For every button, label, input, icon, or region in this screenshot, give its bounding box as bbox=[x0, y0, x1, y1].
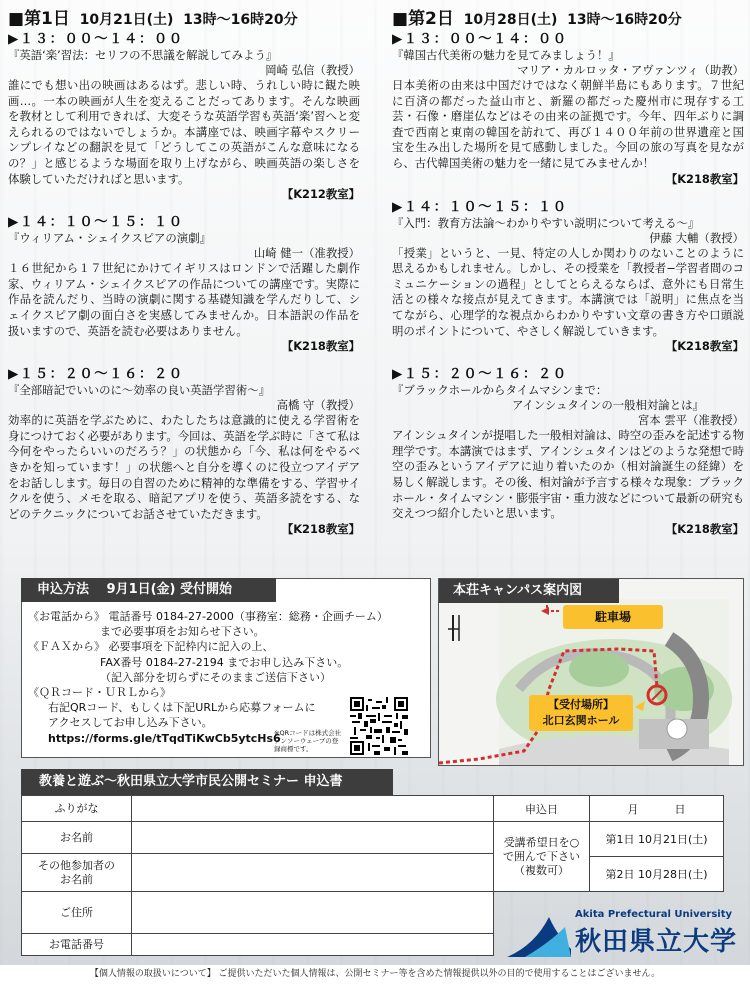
university-name-en: Akita Prefectural University bbox=[575, 909, 732, 920]
phone-text: 電話番号 0184-27-2000（事務室：総務・企画チーム） bbox=[108, 610, 388, 623]
lecture-time: ▶１５：２０〜１６：２０ bbox=[392, 367, 568, 383]
campus-map-title: 本荘キャンパス案内図 bbox=[439, 579, 619, 603]
lecture-speaker: マリア・カルロッタ・アヴァンツィ（助教） bbox=[517, 63, 744, 77]
lecture-room: 【K218教室】 bbox=[281, 522, 360, 537]
name-field[interactable] bbox=[132, 822, 494, 854]
parking-label: 駐車場 bbox=[563, 605, 663, 629]
fax-text-2: FAX番号 0184-27-2194 までお申し込み下さい。 bbox=[100, 655, 349, 669]
application-date-label: 申込日 bbox=[494, 796, 590, 822]
lecture-time: ▶１５：２０〜１６：２０ bbox=[8, 367, 184, 383]
lecture-room: 【K218教室】 bbox=[665, 171, 744, 186]
other-label-line1: その他参加者の bbox=[38, 858, 115, 872]
qr-trademark-note: ※QRコードは株式会社デンソーウェーブの登録商標です。 bbox=[274, 729, 342, 753]
lecture-title: 『ウィリアム・シェイクスピアの演劇』 bbox=[8, 231, 211, 246]
lecture-speaker: 岡崎 弘信（教授） bbox=[265, 63, 360, 77]
lecture-room: 【K218教室】 bbox=[665, 339, 744, 354]
lecture-1-2 bbox=[8, 215, 360, 354]
day2-number: 第2日 bbox=[408, 9, 454, 29]
lecture-speaker: 宮本 雲平（准教授） bbox=[637, 413, 744, 428]
lecture-speaker: 山崎 健一（准教授） bbox=[253, 246, 360, 261]
reception-label bbox=[529, 695, 633, 731]
lecture-time: ▶１４：１０〜１５：１０ bbox=[8, 215, 184, 231]
other-participants-field[interactable] bbox=[132, 854, 494, 892]
reception-label-line2: 北口玄関ホール bbox=[542, 714, 620, 727]
university-name-ja: 秋田県立大学 bbox=[575, 927, 738, 957]
lecture-time: ▶１３：００〜１４：００ bbox=[392, 32, 568, 47]
choose-line1: 受講希望日を○ bbox=[503, 835, 580, 849]
day1-column bbox=[8, 8, 360, 537]
day2-mark: ■ bbox=[392, 9, 409, 29]
campus-map-box bbox=[438, 578, 744, 766]
lecture-body: 効率的に英語を学ぶために、わたしたちは意識的に使える学習術を身につけておく必要があります。今回は、英語を学ぶ時に「さて私は今何をやったらいいのだろう？」の状態から「今、私は何をやるべきかを知っています！」の状態へと自分を導くのに役立つアイデアをお話しします。毎日の自習のために精神的な準備をする、学習サイクルを使う、メモを取る、暗記アプリを使う、英語多読をする、などのテクニックについてお話させていただきます。 bbox=[8, 413, 360, 521]
form-url-link[interactable]: https://forms.gle/tTqdTiKwCb5ytcHs6 bbox=[48, 731, 281, 745]
day1-date: 10月21日(土) bbox=[79, 12, 174, 28]
reception-label-line1: 【受付場所】 bbox=[548, 698, 614, 711]
furigana-label: ふりがな bbox=[22, 796, 132, 822]
name-label: お名前 bbox=[22, 822, 132, 854]
application-method-box bbox=[21, 578, 431, 758]
other-participants-label bbox=[22, 854, 132, 892]
lecture-body: アインシュタインが提唱した一般相対論は、時空の歪みを記述する物理学です。本講演ではまず、アインシュタインはどのような発想で時空の歪みというアイデアに辿り着いたのか（相対論誕生の経緯）を易しく解説します。その後、相対論が予言する様々な現象：ブラックホール・タイムマシン・膨張宇宙・重力波などについて最新の研究も交えつつ紹介したいと思います。 bbox=[392, 428, 744, 521]
lecture-title: 『韓国古代美術の魅力を見てみましょう！』 bbox=[392, 48, 620, 62]
phone-number-label: お電話番号 bbox=[22, 934, 132, 956]
lecture-room: 【K212教室】 bbox=[281, 187, 360, 202]
day1-option[interactable]: 第1日 10月21日(土) bbox=[590, 822, 724, 857]
other-label-line2: お名前 bbox=[60, 872, 93, 886]
qr-text-2: アクセスしてお申し込み下さい。 bbox=[48, 716, 213, 730]
lecture-title: 『ブラックホールからタイムマシンまで： bbox=[392, 383, 608, 398]
lecture-2-3 bbox=[392, 367, 744, 537]
qr-label: 《ＱＲコード・ＵＲＬから》 bbox=[28, 686, 171, 700]
day2-time: 13時〜16時20分 bbox=[567, 12, 682, 28]
phone-text-2: まで必要事項をお知らせ下さい。 bbox=[100, 625, 265, 639]
day2-column bbox=[392, 8, 744, 537]
qr-code-image[interactable] bbox=[350, 697, 408, 755]
phone-label: 《お電話から》 bbox=[28, 610, 105, 623]
lecture-1-3 bbox=[8, 367, 360, 537]
address-label: ご住所 bbox=[22, 892, 132, 934]
fax-text-3: （記入部分を切らずにそのままご送信下さい） bbox=[100, 670, 331, 684]
day1-time: 13時〜16時20分 bbox=[183, 12, 298, 28]
day-label: 日 bbox=[674, 802, 686, 816]
university-emblem-icon bbox=[505, 905, 575, 959]
application-form-table bbox=[21, 795, 494, 956]
application-date-field[interactable] bbox=[590, 796, 724, 822]
lecture-2-1 bbox=[392, 32, 744, 187]
lecture-2-2 bbox=[392, 200, 744, 355]
lecture-body: 日本美術の由来は中国だけではなく朝鮮半島にもあります。７世紀に百済の都だった益山市と、新羅の都だった慶州市に現存する工芸・石像・磨崖仏などはその由来の証拠です。今年、四年ぶりに調査で西南と東南の韓国を訪れて、再び１４００年前の世界遺産と国宝を生み出した場所を見て感動しました。今回の旅の写真を見ながら、古代韓国美術の魅力を一緒に見てみませんか！ bbox=[392, 78, 744, 170]
day2-header bbox=[392, 8, 744, 31]
choose-dates-instruction bbox=[494, 822, 590, 892]
privacy-notice: 【個人情報の取扱いについて】 ご提供いただいた個人情報は、公開セミナー等を含めた情報提供以外の目的で使用することはございません。 bbox=[0, 965, 750, 984]
application-form-title: 教養と遊ぶ〜秋田県立大学市民公開セミナー 申込書 bbox=[21, 769, 393, 795]
lecture-time: ▶１４：１０〜１５：１０ bbox=[392, 199, 568, 215]
furigana-field[interactable] bbox=[132, 796, 494, 822]
lecture-body: 誰にでも想い出の映画はあるはず。悲しい時、うれしい時に観た映画…。一本の映画が人生を変えることだってあります。そんな映画を教材として利用できれば、大変そうな英語学習も英語‘楽’習へと変えられるのではないでしょうか。本講座では、映画字幕やスクリーンプレイなどの翻訳を見て「どうしてこの英語がこんな意味になるの？」と感じるような場面を取り上げながら、映画英語の楽しさを体験していただければと思います。 bbox=[8, 78, 360, 186]
qr-text: 右記QRコード、もしくは下記URLから応募フォームに bbox=[48, 701, 316, 715]
day1-mark: ■ bbox=[8, 9, 25, 29]
day1-number: 第1日 bbox=[24, 9, 70, 29]
lecture-body: 「授業」というと、一見、特定の人しか関わりのないことのように思えるかもしれません。しかし、その授業を「教授者−学習者間のコミュニケーションの過程」としてとらえるならば、意外にも日常生活との様々な接点が見えてきます。本講演では「説明」に焦点を当てながら、心理学的な視点からわかりやすい文章の書き方や口頭説明のポイントについて、やさしく解説していきます。 bbox=[392, 245, 744, 338]
day2-date: 10月28日(土) bbox=[463, 12, 558, 28]
fax-text: 必要事項を下記枠内に記入の上、 bbox=[108, 640, 274, 654]
lecture-title: 『英語‘楽’習法：セリフの不思議を解説してみよう』 bbox=[8, 48, 278, 62]
choose-line3: （複数可） bbox=[514, 863, 569, 877]
lecture-body: １６世紀から１７世紀にかけてイギリスはロンドンで活躍した劇作家、ウィリアム・シェイクスピアの作品についての講座です。実際に作品を読んだり、当時の演劇に関する基礎知識を学んだりして、シェイクスピア劇の面白さを実感してみませんか。日本語訳の作品を扱いますので、英語を読む必要はありません。 bbox=[8, 261, 360, 338]
day2-option[interactable]: 第2日 10月28日(土) bbox=[590, 857, 724, 892]
address-field[interactable] bbox=[132, 892, 494, 934]
fax-label: 《ＦＡＸから》 bbox=[28, 640, 105, 654]
lecture-title: 『入門：教育方法論〜わかりやすい説明について考える〜』 bbox=[392, 215, 700, 230]
lecture-1-1 bbox=[8, 32, 360, 202]
lecture-room: 【K218教室】 bbox=[281, 339, 360, 354]
lecture-speaker: 高橋 守（教授） bbox=[276, 398, 360, 413]
month-label: 月 bbox=[627, 802, 639, 816]
lecture-title: 『全部暗記でいいのに〜効率の良い英語学習術〜』 bbox=[8, 383, 270, 398]
phone-number-field[interactable] bbox=[132, 934, 494, 956]
application-method-title: 申込方法 9月1日(金) 受付開始 bbox=[21, 578, 276, 602]
application-form-dates-table bbox=[493, 795, 724, 892]
lecture-speaker: 伊藤 大輔（教授） bbox=[649, 230, 744, 245]
day1-header bbox=[8, 8, 360, 31]
lecture-room: 【K218教室】 bbox=[665, 521, 744, 536]
choose-line2: で囲んで下さい bbox=[503, 849, 580, 863]
university-logo bbox=[505, 905, 745, 959]
lecture-title-line2: アインシュタインの一般相対論とは』 bbox=[512, 398, 704, 413]
lecture-time: ▶１３：００〜１４：００ bbox=[8, 32, 184, 47]
